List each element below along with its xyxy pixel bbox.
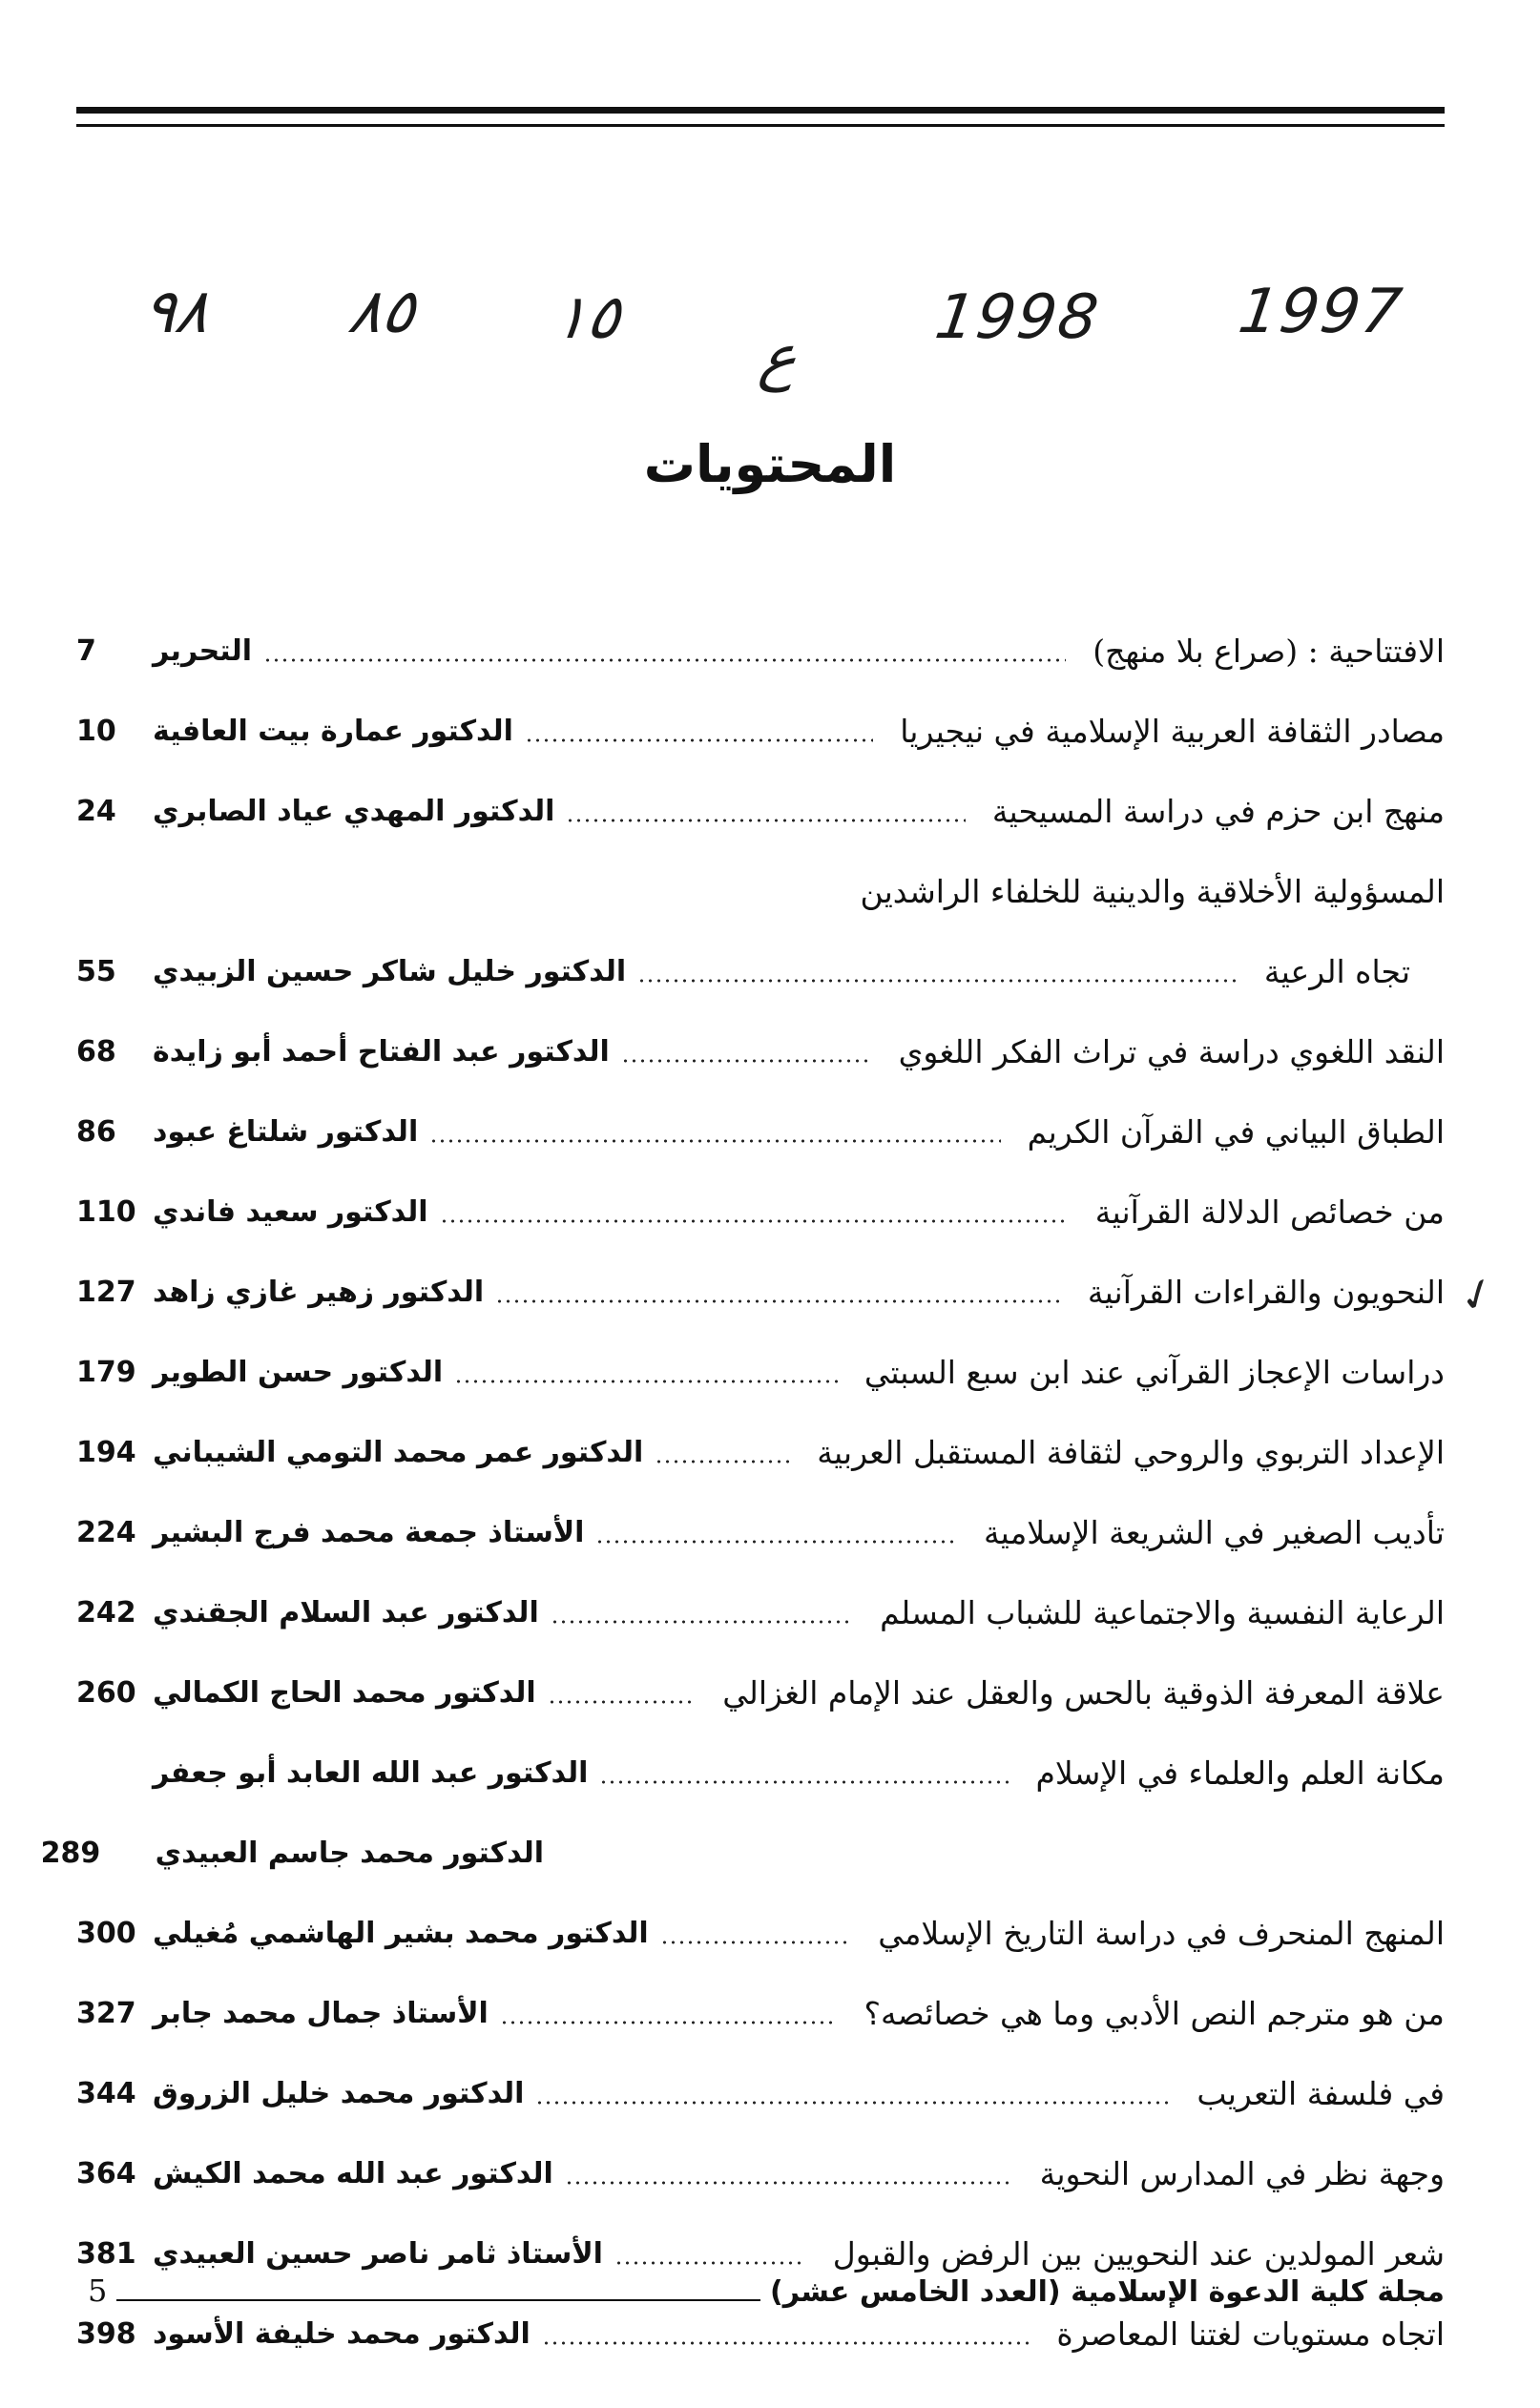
article-title: الإعداد التربوي والروحي لثقافة المستقبل العربية — [817, 1433, 1445, 1471]
toc-entry — [76, 1652, 1445, 1733]
author-name: الدكتور زهير غازي زاهد — [153, 1275, 485, 1309]
dot-leader — [595, 1540, 957, 1544]
toc-entry — [76, 611, 1445, 691]
article-title: اتجاه مستويات لغتنا المعاصرة — [1056, 2315, 1445, 2353]
dot-leader — [454, 1380, 838, 1383]
article-title: الرعاية النفسية والاجتماعية للشباب المسلم — [880, 1593, 1445, 1631]
article-title: مصادر الثقافة العربية الإسلامية في نيجيريا — [900, 712, 1445, 750]
page-title: المحتويات — [643, 434, 897, 494]
page-number: 260 — [76, 1675, 136, 1710]
article-title: دراسات الإعجاز القرآني عند ابن سبع السبتي — [864, 1353, 1445, 1391]
dot-leader — [525, 738, 873, 742]
author-name: الدكتور شلتاغ عبود — [153, 1114, 419, 1149]
author-name: الدكتور المهدي عياد الصابري — [153, 794, 555, 828]
page-number: 127 — [76, 1275, 136, 1309]
page-number: 364 — [76, 2156, 136, 2190]
page-number: 289 — [40, 1836, 101, 1870]
dot-leader — [500, 2021, 838, 2024]
dot-leader — [551, 1620, 853, 1624]
article-title: النحويون والقراءات القرآنية — [1087, 1273, 1445, 1311]
author-name: الأستاذ ثامر ناصر حسين العبيدي — [153, 2236, 603, 2271]
handwritten-note: ٨٥ — [343, 277, 420, 347]
toc-entry — [76, 1893, 1445, 1973]
article-title: تأديب الصغير في الشريعة الإسلامية — [983, 1513, 1445, 1551]
toc-entry — [76, 931, 1445, 1011]
page-number: 327 — [76, 1996, 136, 2030]
page-number: 68 — [76, 1034, 116, 1069]
article-title: من هو مترجم النص الأدبي وما هي خصائصه؟ — [864, 1994, 1445, 2032]
dot-leader — [660, 1941, 852, 1944]
toc-entry — [76, 1412, 1445, 1492]
toc-entry — [76, 1011, 1445, 1091]
page-number: 224 — [76, 1515, 136, 1549]
toc-entry — [76, 1332, 1445, 1412]
page-number: 10 — [76, 714, 116, 748]
toc-entry — [76, 1492, 1445, 1572]
article-title: منهج ابن حزم في دراسة المسيحية — [991, 792, 1445, 830]
author-name: الدكتور محمد خليل الزروق — [153, 2076, 525, 2110]
article-title: وجهة نظر في المدارس النحوية — [1039, 2154, 1445, 2192]
author-name: الدكتور عبد الله العابد أبو جعفر — [153, 1755, 589, 1790]
handwritten-note: 1997 — [1234, 277, 1408, 347]
page-number: 110 — [76, 1194, 136, 1229]
page-number: 242 — [76, 1595, 136, 1630]
page-number: 381 — [76, 2236, 136, 2271]
author-name: الدكتور محمد خليفة الأسود — [153, 2316, 531, 2351]
dot-leader — [542, 2341, 1030, 2345]
page-number: 179 — [76, 1355, 136, 1389]
article-title: المنهج المنحرف في دراسة التاريخ الإسلامي — [878, 1914, 1445, 1952]
author-name: الدكتور حسن الطوير — [153, 1355, 444, 1389]
article-title: في فلسفة التعريب — [1197, 2074, 1445, 2112]
dot-leader — [621, 1059, 872, 1063]
dot-leader — [599, 1780, 1009, 1784]
toc-entry — [76, 1091, 1445, 1172]
page-number: 344 — [76, 2076, 136, 2110]
author-name: الدكتور محمد الحاج الكمالي — [153, 1675, 536, 1710]
author-name: الدكتور عبد الفتاح أحمد أبو زايدة — [153, 1034, 610, 1069]
footer-page-number: 5 — [88, 2273, 108, 2309]
author-name: الدكتور خليل شاكر حسين الزبيدي — [153, 954, 627, 988]
toc-entry — [76, 1172, 1445, 1252]
dot-leader — [429, 1139, 1000, 1143]
article-title: الافتتاحية : (صراع بلا منهج) — [1093, 632, 1445, 670]
handwritten-notes — [137, 277, 1408, 401]
page-footer — [76, 2261, 1445, 2309]
dot-leader — [263, 658, 1066, 662]
toc-entry — [76, 771, 1445, 851]
handwritten-note: ١٥ — [549, 282, 625, 353]
toc-entry — [76, 1973, 1445, 2053]
footer-rule — [116, 2299, 760, 2301]
page-number: 194 — [76, 1435, 136, 1469]
article-title: مكانة العلم والعلماء في الإسلام — [1035, 1754, 1445, 1792]
article-title: علاقة المعرفة الذوقية بالحس والعقل عند الإمام الغزالي — [722, 1673, 1445, 1712]
journal-name: مجلة كلية الدعوة الإسلامية (العدد الخامس عشر) — [770, 2275, 1445, 2309]
author-name: الدكتور محمد بشير الهاشمي مُغيلي — [153, 1916, 649, 1950]
toc-entry — [76, 2133, 1445, 2213]
dot-leader — [495, 1299, 1061, 1303]
article-title: من خصائص الدلالة القرآنية — [1094, 1193, 1445, 1231]
author-name: التحرير — [153, 633, 253, 668]
author-name: الدكتور عبد الله محمد الكيش — [153, 2156, 553, 2190]
toc-entry — [76, 851, 1445, 931]
author-name: الدكتور عمر محمد التومي الشيباني — [153, 1435, 644, 1469]
toc-entry — [40, 1813, 1445, 1893]
handwritten-note: ٩٨ — [137, 277, 214, 347]
dot-leader — [548, 1700, 697, 1704]
dot-leader — [655, 1460, 790, 1463]
page-number: 55 — [76, 954, 116, 988]
dot-leader — [440, 1219, 1069, 1223]
article-title: الطباق البياني في القرآن الكريم — [1027, 1112, 1445, 1151]
article-title: تجاه الرعية — [1263, 952, 1410, 990]
article-title: المسؤولية الأخلاقية والدينية للخلفاء الراشدين — [860, 872, 1445, 910]
dot-leader — [535, 2101, 1170, 2105]
page-number: 24 — [76, 794, 116, 828]
header-rule-thick — [76, 107, 1445, 114]
toc-entry — [76, 1252, 1505, 1332]
article-title: النقد اللغوي دراسة في تراث الفكر اللغوي — [898, 1032, 1445, 1070]
table-of-contents — [40, 611, 1505, 2374]
author-name: الدكتور سعيد فاندي — [153, 1194, 428, 1229]
pen-mark-icon: ✓ — [1451, 1264, 1505, 1325]
page-number: 398 — [76, 2316, 136, 2351]
dot-leader — [637, 979, 1238, 983]
toc-entry — [76, 2053, 1445, 2133]
toc-entry — [76, 691, 1445, 771]
header-rule-thin — [76, 124, 1445, 127]
handwritten-note: 1998 — [931, 282, 1105, 353]
author-name: الدكتور عبد السلام الجقندي — [153, 1595, 539, 1630]
author-name: الأستاذ جمال محمد جابر — [153, 1996, 489, 2030]
page-number: 86 — [76, 1114, 116, 1149]
author-name: الدكتور محمد جاسم العبيدي — [155, 1836, 544, 1870]
author-name: الأستاذ جمعة محمد فرج البشير — [153, 1515, 585, 1549]
page-number: 300 — [76, 1916, 136, 1950]
article-title: شعر المولدين عند النحويين بين الرفض والقبول — [832, 2234, 1445, 2273]
page-number: 7 — [76, 633, 96, 668]
dot-leader — [566, 819, 965, 822]
author-name: الدكتور عمارة بيت العافية — [153, 714, 513, 748]
toc-entry — [76, 1733, 1445, 1813]
handwritten-note: ع — [755, 322, 801, 393]
dot-leader — [565, 2181, 1013, 2185]
toc-entry — [76, 1572, 1445, 1652]
